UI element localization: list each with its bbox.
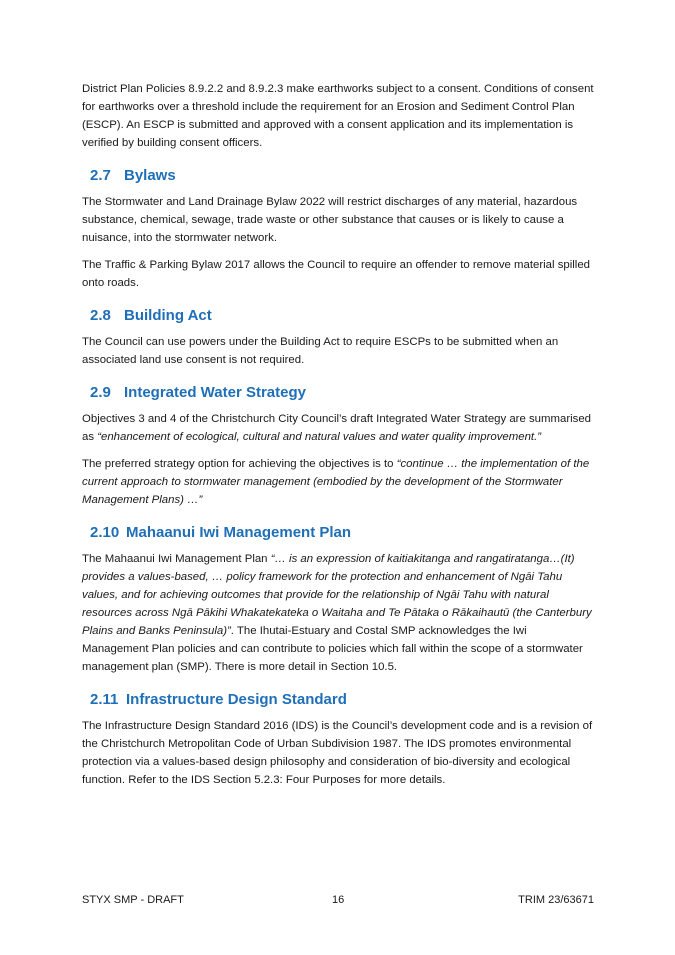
text-run: . The Ihutai-Estuary and Costal SMP acknowledges the Iwi Management Plan policies and can contribute to policies which fall within the scope of a stormwater management plan (SMP). There is more detail in Section 10.5.	[82, 625, 583, 673]
heading-number: 2.8	[90, 307, 111, 324]
heading-number: 2.10	[90, 524, 120, 541]
footer-trim-reference: TRIM 23/63671	[518, 894, 594, 906]
text-run: The Mahaanui Iwi Management Plan	[82, 553, 271, 565]
heading-number: 2.11	[90, 691, 119, 708]
heading-title: Integrated Water Strategy	[124, 384, 306, 401]
quote-run: “continue … the implementation of the current approach to stormwater management (embodied by the development of the Stormwater Management Plans) …”	[82, 458, 590, 506]
heading-infrastructure-design-standard	[90, 690, 594, 710]
heading-title: Mahaanui Iwi Management Plan	[126, 524, 352, 541]
heading-mahaanui-iwi-plan	[90, 523, 594, 543]
text-run: The preferred strategy option for achieving the objectives is to	[82, 458, 397, 470]
building-act-paragraph: The Council can use powers under the Building Act to require ESCPs to be submitted when an associated land use consent is not required.	[82, 336, 559, 366]
heading-building-act	[90, 306, 594, 326]
heading-title: Building Act	[124, 307, 212, 324]
intro-paragraph: District Plan Policies 8.9.2.2 and 8.9.2.3 make earthworks subject to a consent. Conditions of consent for earthworks over a threshold include the requirement for an Erosion and Sediment Control Plan (ESCP). An ESCP is submitted and approved with a consent application and its implementation is verified by building consent officers.	[82, 83, 594, 149]
heading-integrated-water-strategy	[90, 383, 594, 403]
footer-document-label: STYX SMP - DRAFT	[82, 894, 184, 906]
document-body	[82, 80, 594, 798]
quote-run: “… is an expression of kaitiakitanga and rangatiratanga…(It) provides a values-based, … policy framework for the protection and enhancement of Ngāi Tahu values, and for achieving outcomes that provide for the relationship of Ngāi Tahu with natural resources across Ngā Pākihi Whakatekateka o Waitaha and Te Pātaka o Rākaihautū (the Canterbury Plains and Banks Peninsula)”	[82, 553, 592, 637]
bylaws-paragraph-2: The Traffic & Parking Bylaw 2017 allows the Council to require an offender to remove material spilled onto roads.	[82, 259, 590, 289]
iws-paragraph-2	[82, 455, 594, 509]
iws-paragraph-1	[82, 410, 594, 446]
bylaws-paragraph-1: The Stormwater and Land Drainage Bylaw 2022 will restrict discharges of any material, hazardous substance, chemical, sewage, trade waste or other substance that causes or is likely to cause a nuisance, into the stormwater network.	[82, 196, 578, 244]
heading-number: 2.7	[90, 167, 111, 184]
ids-paragraph: The Infrastructure Design Standard 2016 (IDS) is the Council’s development code and is a revision of the Christchurch Metropolitan Code of Urban Subdivision 1987. The IDS promotes environmental protection via a values-based design philosophy and consideration of bio-diversity and ecological function. Refer to the IDS Section 5.2.3: Four Purposes for more details.	[82, 720, 593, 786]
iwi-plan-paragraph	[82, 550, 594, 676]
page-number: 16	[332, 894, 345, 906]
heading-bylaws	[90, 166, 594, 186]
heading-title: Infrastructure Design Standard	[126, 691, 347, 708]
heading-title: Bylaws	[124, 167, 176, 184]
text-run: Objectives 3 and 4 of the Christchurch City Council’s draft Integrated Water Strategy are summarised as	[82, 413, 592, 443]
heading-number: 2.9	[90, 384, 111, 401]
quote-run: “enhancement of ecological, cultural and natural values and water quality improvement.”	[97, 431, 542, 443]
